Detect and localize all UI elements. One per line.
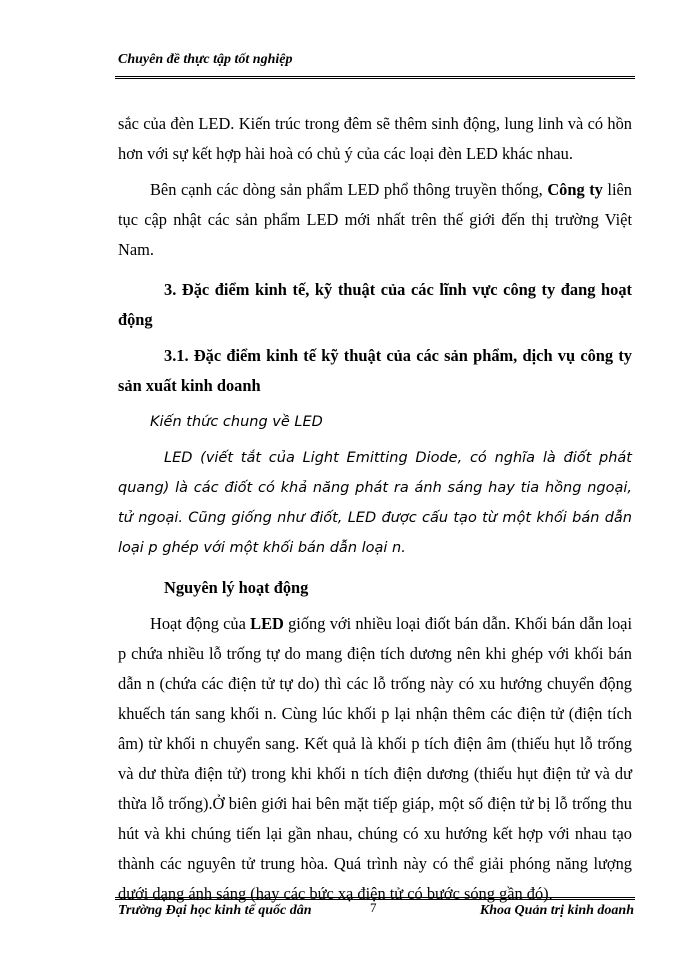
footer-faculty: Khoa Quản trị kinh doanh [479, 903, 634, 918]
footer-page-number: 7 [370, 900, 377, 915]
paragraph-principle-text-before: Hoạt động của [150, 614, 251, 633]
page-footer [118, 900, 634, 923]
page-body [118, 109, 632, 909]
footer-university: Trường Đại học kinh tế quốc dân [118, 903, 312, 918]
paragraph-company-products [118, 175, 632, 265]
header-divider [115, 76, 635, 79]
page-header-title: Chuyên đề thực tập tốt nghiệp [118, 52, 293, 67]
paragraph-led-definition: LED (viết tắt của Light Emitting Diode, có nghĩa là điốt phát quang) là các điốt có khả năng phát ra ánh sáng hay tia hồng ngoại, tử ngoại. Cũng giống như điốt, LED được cấu tạo từ một khối bán dẫn loại p ghép với một khối bán dẫn loại n. [118, 450, 632, 556]
subheading-led-general: Kiến thức chung về LED [150, 414, 323, 430]
section-heading-3-1: 3.1. Đặc điểm kinh tế kỹ thuật của các sản phẩm, dịch vụ công ty sản xuất kinh doanh [118, 346, 632, 395]
paragraph-led-color [118, 109, 632, 169]
section-heading-3: 3. Đặc điểm kinh tế, kỹ thuật của các lĩnh vực công ty đang hoạt động [118, 280, 632, 329]
subheading-operating-principle: Nguyên lý hoạt động [164, 578, 309, 597]
paragraph-company-bold: Công ty [547, 180, 603, 199]
paragraph-led-color-text: sắc của đèn LED. Kiến trúc trong đêm sẽ thêm sinh động, lung linh và có hồn hơn với sự kết hợp hài hoà có chủ ý của các loại đèn LED khác nhau. [118, 114, 632, 163]
paragraph-company-text-after: liên tục cập nhật các sản phẩm LED mới nhất trên thế giới đến thị trường Việt Nam. [118, 180, 632, 259]
paragraph-principle-bold: LED [250, 614, 284, 633]
paragraph-principle-text-after: giống với nhiều loại điốt bán dẫn. Khối bán dẫn loại p chứa nhiều lỗ trống tự do mang điện tích dương nên khi ghép với khối bán dẫn n (chứa các điện tử tự do) thì các lỗ trống này có xu hướng chuyển động khuếch tán sang khối n. Cùng lúc khối p lại nhận thêm các điện tử (điện tích âm) từ khối n chuyển sang. Kết quả là khối p tích điện âm (thiếu hụt lỗ trống và dư thừa điện tử) trong khi khối n tích điện dương (thiếu hụt điện tử và dư thừa lỗ trống).Ở biên giới hai bên mặt tiếp giáp, một số điện tử bị lỗ trống thu hút và khi chúng tiến lại gần nhau, chúng có xu hướng kết hợp với nhau tạo thành các nguyên tử trung hòa. Quá trình này có thể giải phóng năng lượng dưới dạng ánh sáng (hay các bức xạ điện tử có bước sóng gần đó). [118, 614, 633, 903]
paragraph-company-text-before: Bên cạnh các dòng sản phẩm LED phổ thông truyền thống, [150, 180, 548, 199]
paragraph-operating-principle [118, 609, 632, 909]
